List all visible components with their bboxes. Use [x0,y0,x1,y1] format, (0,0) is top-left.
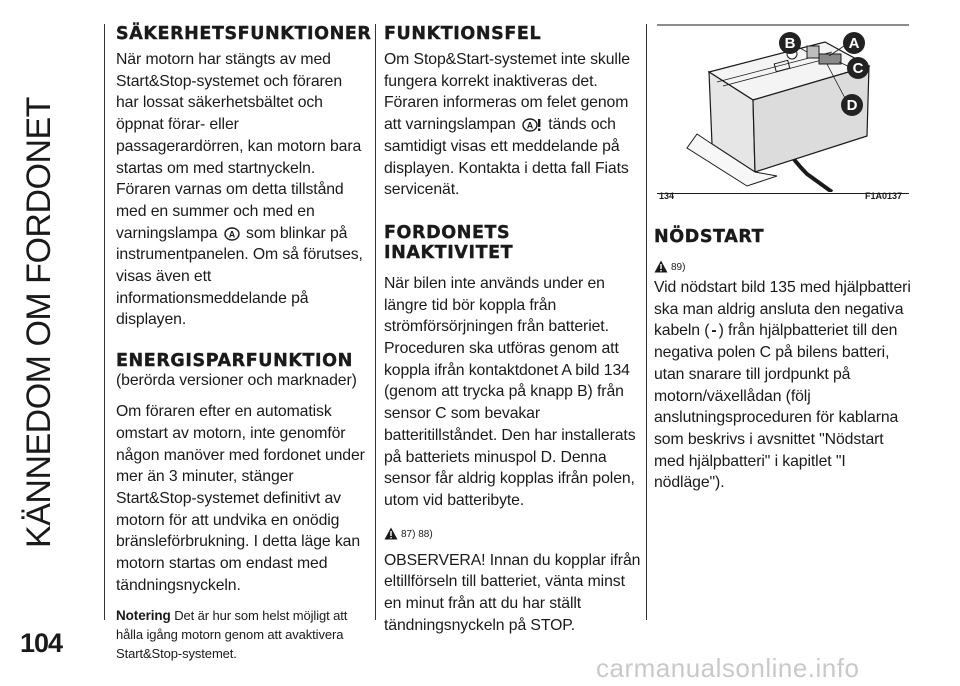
column-3 [654,227,912,494]
warning-triangle-icon [384,527,398,540]
heading-inaktivitet-line2: INAKTIVITET [384,242,514,263]
heading-sakerhetsfunktioner: SÄKERHETSFUNKTIONER [116,24,372,44]
figure-number: 134 [659,191,675,201]
paragraph-safety-part1: När motorn har stängts av med Start&Stop-systemet och föraren har lossat säkerhetsbältet och öppnat förar- eller passagerardörren, kan motorn bara startas om med startnyckeln. Föraren varnas om detta tillstånd med en summer och med en varningslampa [116,51,362,242]
heading-funktionsfel: FUNKTIONSFEL [384,24,542,44]
warning-ref-text: 89) [671,262,686,273]
minus-symbol: - [711,322,717,340]
warning-reference-89 [654,253,912,273]
page-number: 104 [20,628,63,658]
heading-energisparfunktion-subtitle: (berörda versioner och marknader) [116,372,357,390]
figure-label-a: A [843,32,865,54]
note-label: Notering [116,608,171,624]
chapter-side-title [6,12,72,632]
note-paragraph [116,606,368,663]
footer-watermark: carmanualsonline.info [596,653,860,683]
warning-refs-text: 87) 88) [401,528,433,540]
paragraph-inactivity: När bilen inte används under en längre tid bör koppla från strömförsörjningen från batteriet. Proceduren ska utföras genom att koppla ifrån kontaktdonet A bild 134 (genom att trycka på knapp B) från sensor C som bevakar batteritillståndet. Den har installerats på batteriets minuspol D. Denna sensor får aldrig kopplas ifrån polen, utom vid batteribyte. [384,274,636,509]
figure-134 [657,24,909,204]
heading-nodstart: NÖDSTART [654,227,765,247]
column-divider-middle [375,24,376,620]
paragraph-safety [116,49,368,331]
figure-label-c: C [847,57,869,79]
column-divider-left [104,24,105,620]
paragraph-malfunction-part1: Om Stop&Start-systemet inte skulle fungera korrekt inaktiveras det. Föraren informeras om felet genom att varningslampan [384,51,630,134]
column-2 [384,24,642,636]
paragraph-emergency-part1: Vid nödstart bild 135 med hjälpbatteri ska man aldrig ansluta den negativa kabeln ( [654,279,911,340]
figure-label-d: D [841,94,863,116]
svg-text:A: A [228,229,235,240]
paragraph-malfunction [384,49,642,201]
paragraph-energy: Om föraren efter en automatisk omstart av motorn, inte genomför någon manöver med fordonet under mer än 3 minuter, stänger Start&Stop-systemet definitivt av motorn för att undvika en onödig bränsleförbrukning. I detta läge kan motorn startas om endast med tändningsnyckeln. [116,403,365,594]
start-stop-fault-icon [522,117,542,132]
heading-fordonets-inaktivitet [384,223,642,263]
column-1 [116,24,372,663]
warning-reference-87-88 [384,520,642,540]
heading-energisparfunktion: ENERGISPARFUNKTION [116,351,353,372]
paragraph-safety-part2: som blinkar på instrumentpanelen. Om så förutses, visas även ett informationsmeddelande på displayen. [116,224,363,329]
paragraph-malfunction-part2: tänds och samtidigt visas ett meddelande på displayen. Kontakta i detta fall Fiats servicenät. [384,116,629,199]
warning-triangle-icon [654,260,668,273]
paragraph-emergency-start [654,277,912,494]
chapter-side-title-text: KÄNNEDOM OM FORDONET [19,96,58,548]
column-divider-right [646,24,647,620]
figure-code: F1A0137 [865,191,903,201]
figure-label-b: B [779,32,801,54]
engine-warning-icon [224,226,240,241]
svg-text:A: A [526,120,534,131]
paragraph-emergency-part2: ) från hjälpbatteriet till den negativa polen C på bilens batteri, utan snarare till jordpunkt på motorn/växellådan (följ anslutningsproceduren för kablarna som beskrivs i avsnittet "Nödstart med hjälpbatteri" i kapitlet "I nödläge"). [654,322,899,492]
paragraph-observera: OBSERVERA! Innan du kopplar ifrån eltillförseln till batteriet, vänta minst en minut från att du har ställt tändningsnyckeln på STOP. [384,551,641,634]
note-text: Det är hur som helst möjligt att hålla igång motorn genom att avaktivera Start&Stop-systemet. [116,608,348,662]
heading-inaktivitet-line1: FORDONETS [384,222,511,243]
